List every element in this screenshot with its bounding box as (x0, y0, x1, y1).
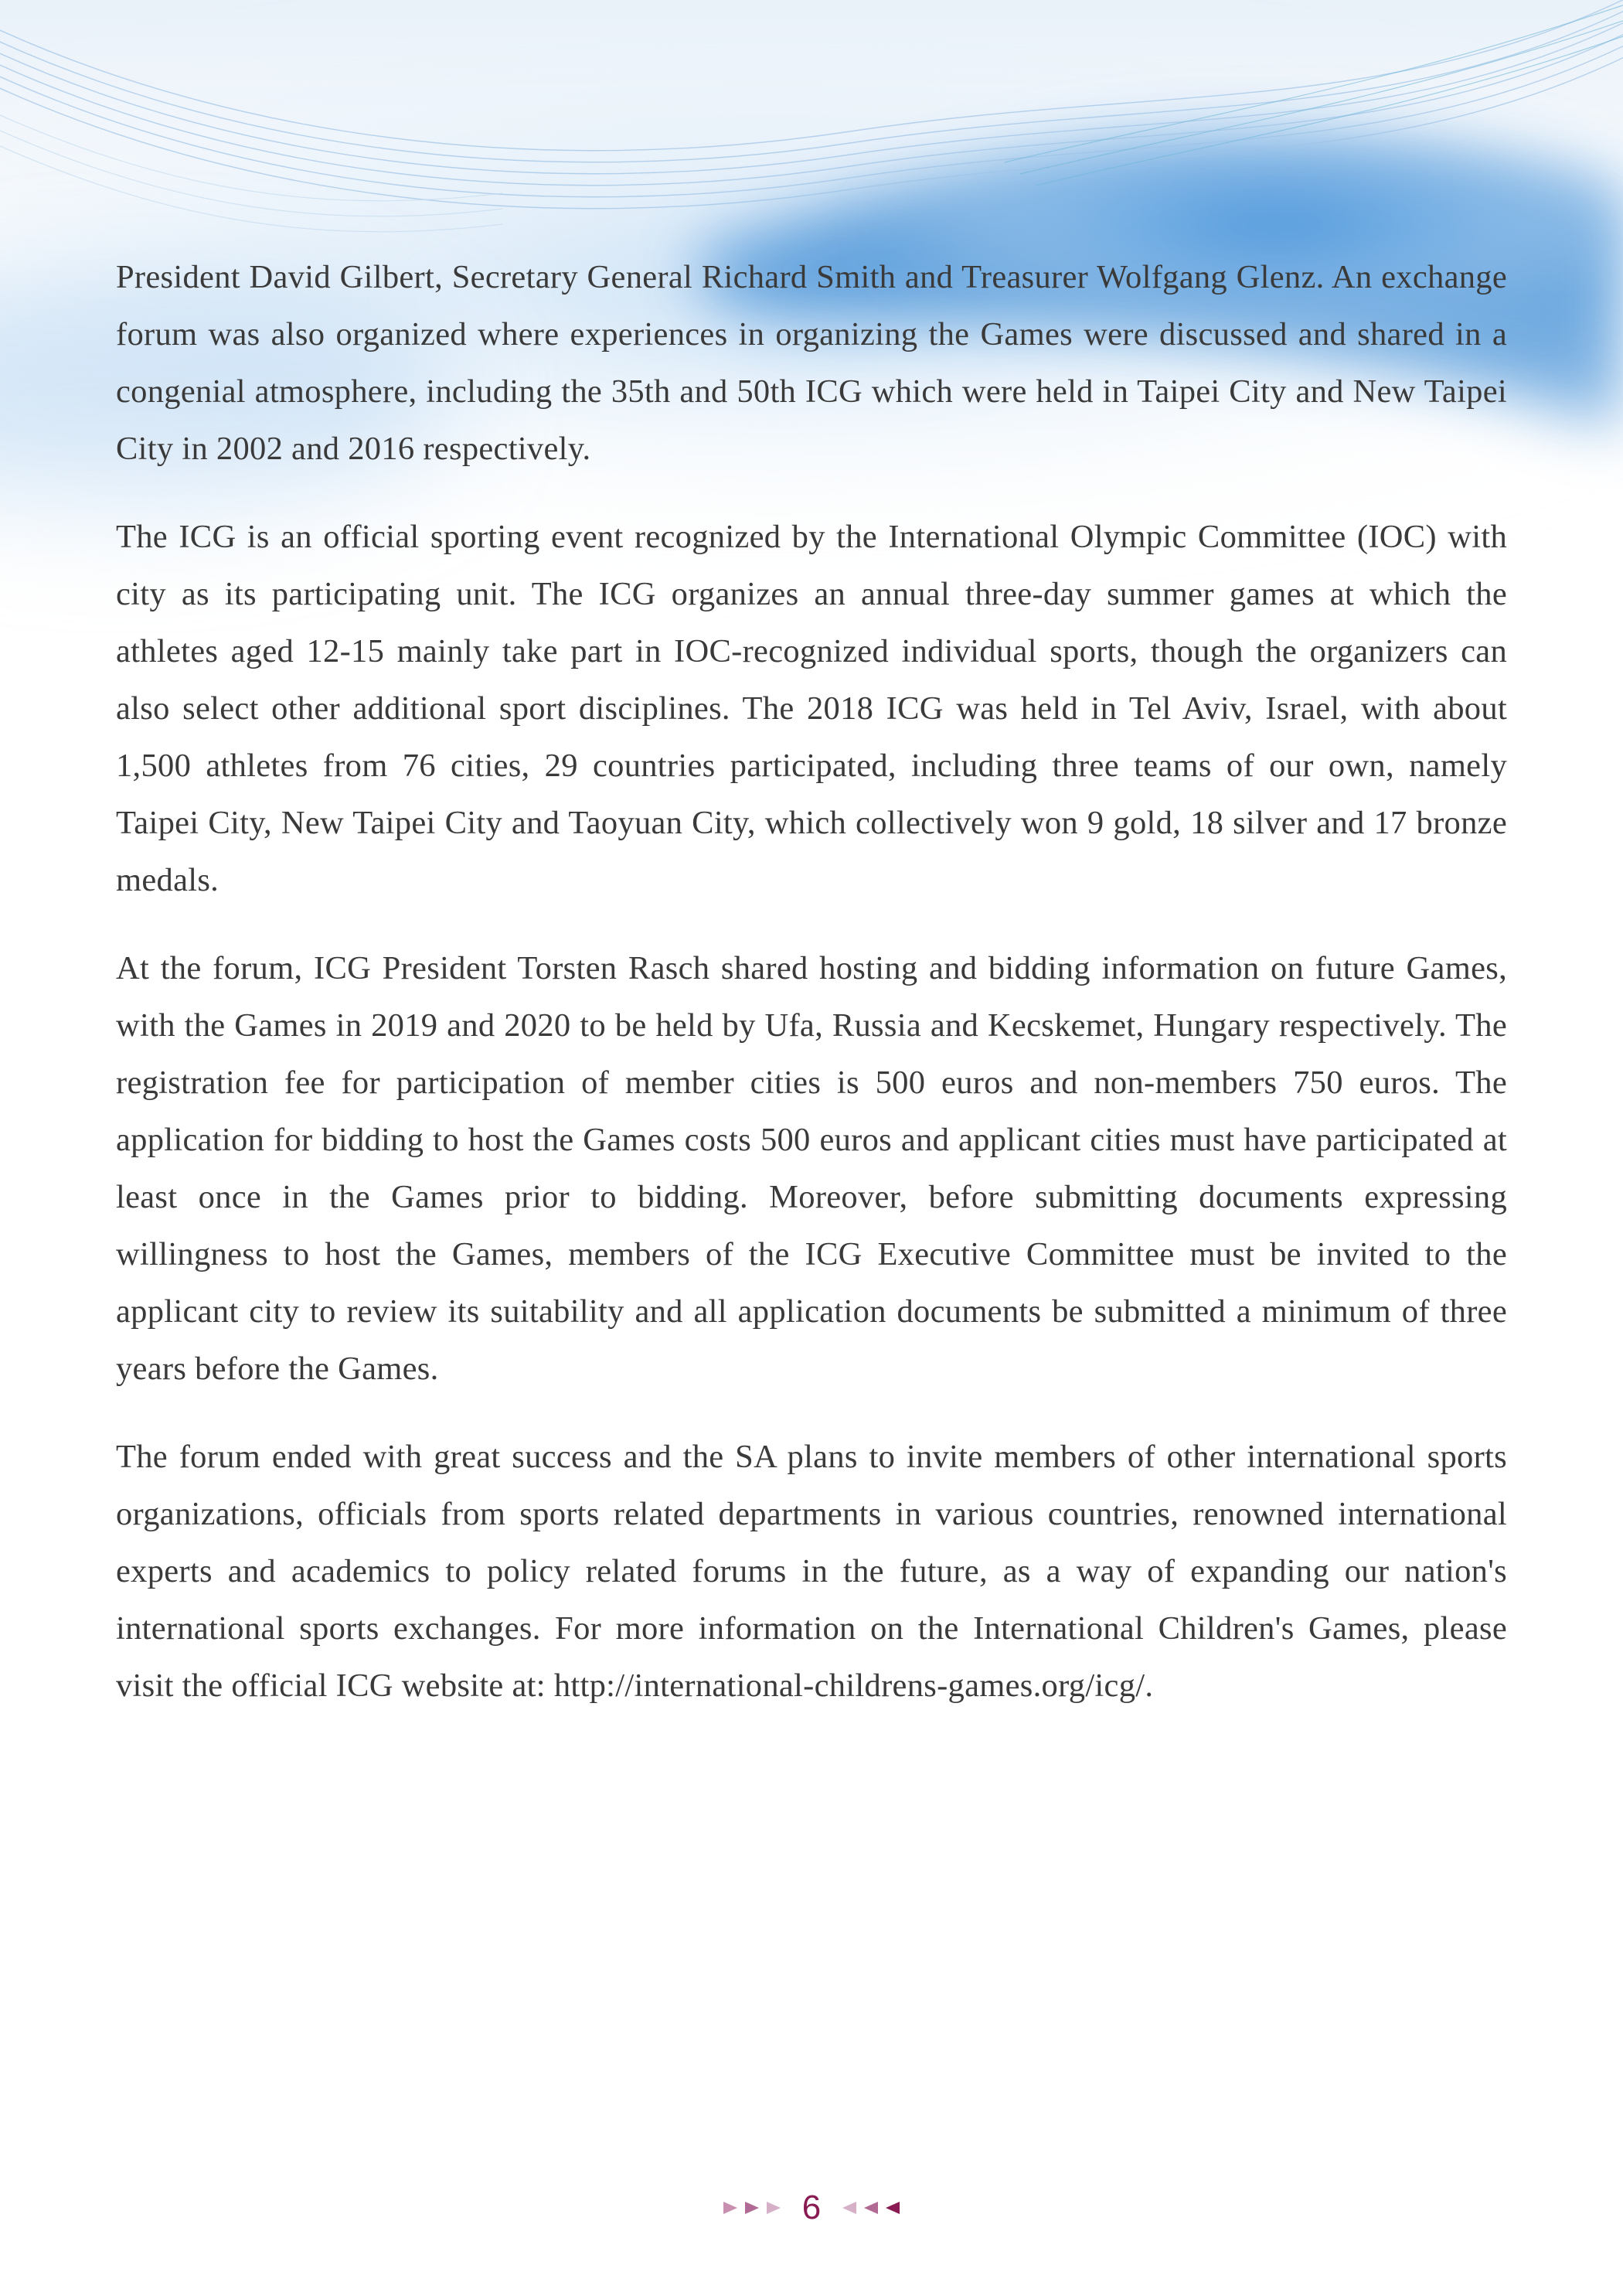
paragraph-forum-conclusion: The forum ended with great success and the SA plans to invite members of other international sports organizations, officials from sports related departments in various countries, renowned international experts and academics to policy related forums in the future, as a way of expanding our nation's international sports exchanges. For more information on the International Children's Games, please visit the official ICG website at: http://international-childrens-games.org/icg/. (116, 1439, 1507, 1704)
paragraph-icg-overview: The ICG is an official sporting event recognized by the International Olympic Committee (IOC) with city as its participating unit. The ICG organizes an annual three-day summer games at which the athletes aged 12-15 mainly take part in IOC-recognized individual sports, though the organizers can also select other additional sport disciplines. The 2018 ICG was held in Tel Aviv, Israel, with about 1,500 athletes from 76 cities, 29 countries participated, including three teams of our own, namely Taipei City, New Taipei City and Taoyuan City, which collectively won 9 gold, 18 silver and 17 bronze medals. (116, 519, 1507, 898)
paragraph-hosting-bidding: At the forum, ICG President Torsten Rasch shared hosting and bidding information on future Games, with the Games in 2019 and 2020 to be held by Ufa, Russia and Kecskemet, Hungary respectively. The registration fee for participation of member cities is 500 euros and non-members 750 euros. The application for bidding to host the Games costs 500 euros and applicant cities must have participated at least once in the Games prior to bidding. Moreover, before submitting documents expressing willingness to host the Games, members of the ICG Executive Committee must be invited to the applicant city to review its suitability and all application documents be submitted a minimum of three years before the Games. (116, 950, 1507, 1387)
triple-left-triangle-icon (841, 2199, 901, 2216)
paragraph-forum-officers: President David Gilbert, Secretary General Richard Smith and Treasurer Wolfgang Glenz. An exchange forum was also organized where experiences in organizing the Games were discussed and shared in a congenial atmosphere, including the 35th and 50th ICG which were held in Taipei City and New Taipei City in 2002 and 2016 respectively. (116, 259, 1507, 467)
page-footer (0, 2186, 1623, 2230)
article-body (116, 249, 1507, 1746)
page-number: 6 (801, 2189, 822, 2226)
triple-right-triangle-icon (722, 2199, 782, 2216)
